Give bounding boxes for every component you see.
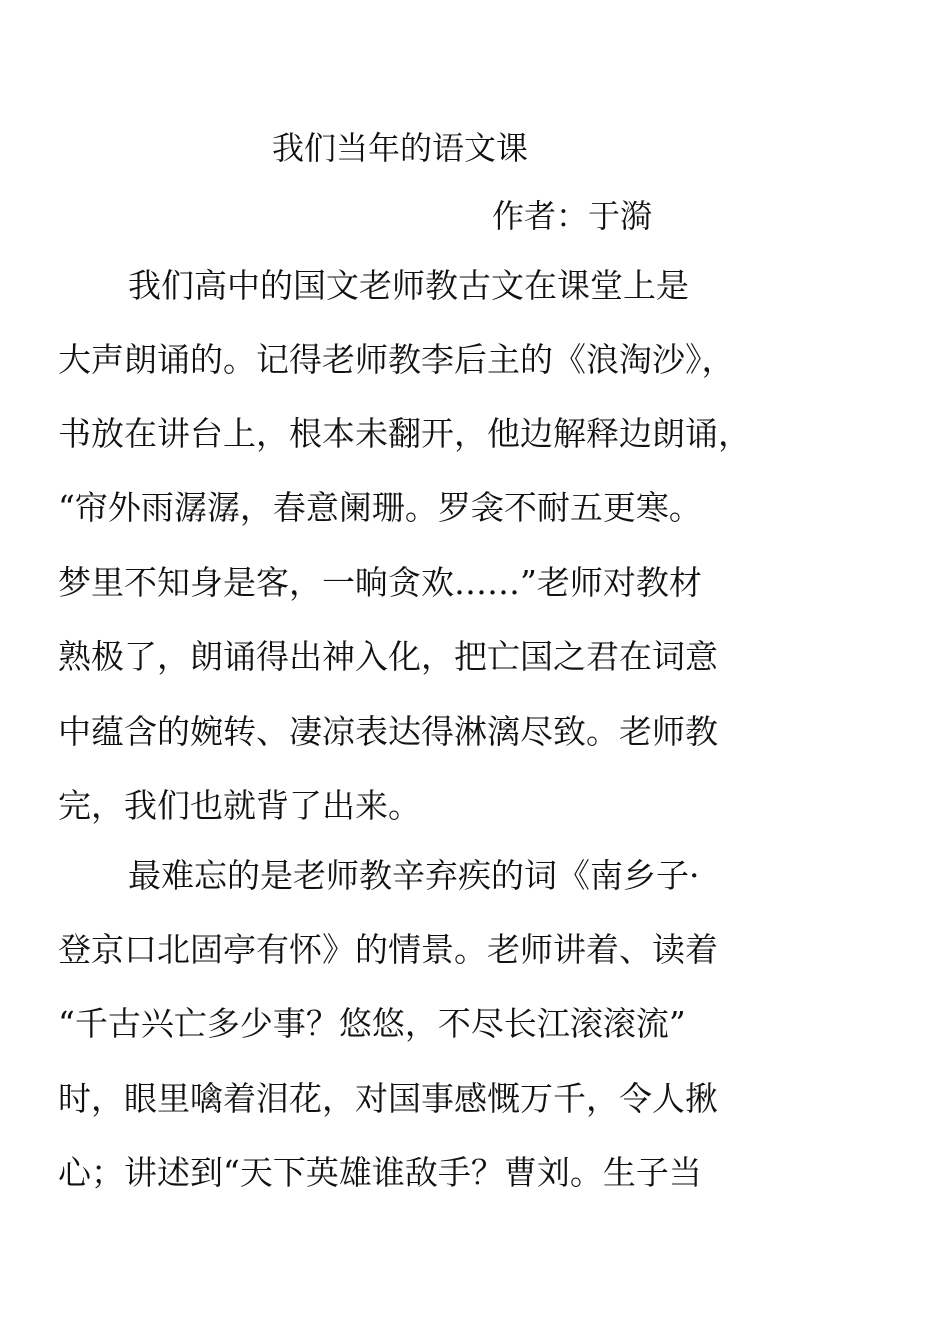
paragraph-line: “帘外雨潺潺，春意阑珊。罗衾不耐五更寒。 [58,488,702,527]
paragraph-line: 书放在讲台上，根本未翻开，他边解释边朗诵， [58,414,751,453]
paragraph-line: 心；讲述到“天下英雄谁敌手？曹刘。生子当 [58,1153,702,1192]
paragraph-line: “千古兴亡多少事？悠悠，不尽长江滚滚流” [58,1004,686,1043]
document-title: 我们当年的语文课 [272,129,529,167]
paragraph-line: 最难忘的是老师教辛弃疾的词《南乡子· [128,856,700,895]
paragraph-line: 熟极了，朗诵得出神入化，把亡国之君在词意 [58,637,718,676]
paragraph-line: 大声朗诵的。记得老师教李后主的《浪淘沙》， [58,340,735,379]
paragraph-line: 完，我们也就背了出来。 [58,786,421,825]
paragraph-line: 时，眼里噙着泪花，对国事感慨万千，令人揪 [58,1079,718,1118]
paragraph-line: 梦里不知身是客，一晌贪欢……”老师对教材 [58,563,702,602]
paragraph-line: 登京口北固亭有怀》的情景。老师讲着、读着 [58,930,718,969]
paragraph-line: 中蕴含的婉转、凄凉表达得淋漓尽致。老师教 [58,712,718,751]
paragraph-line: 我们高中的国文老师教古文在课堂上是 [128,266,689,305]
author-line: 作者：于漪 [492,197,653,235]
